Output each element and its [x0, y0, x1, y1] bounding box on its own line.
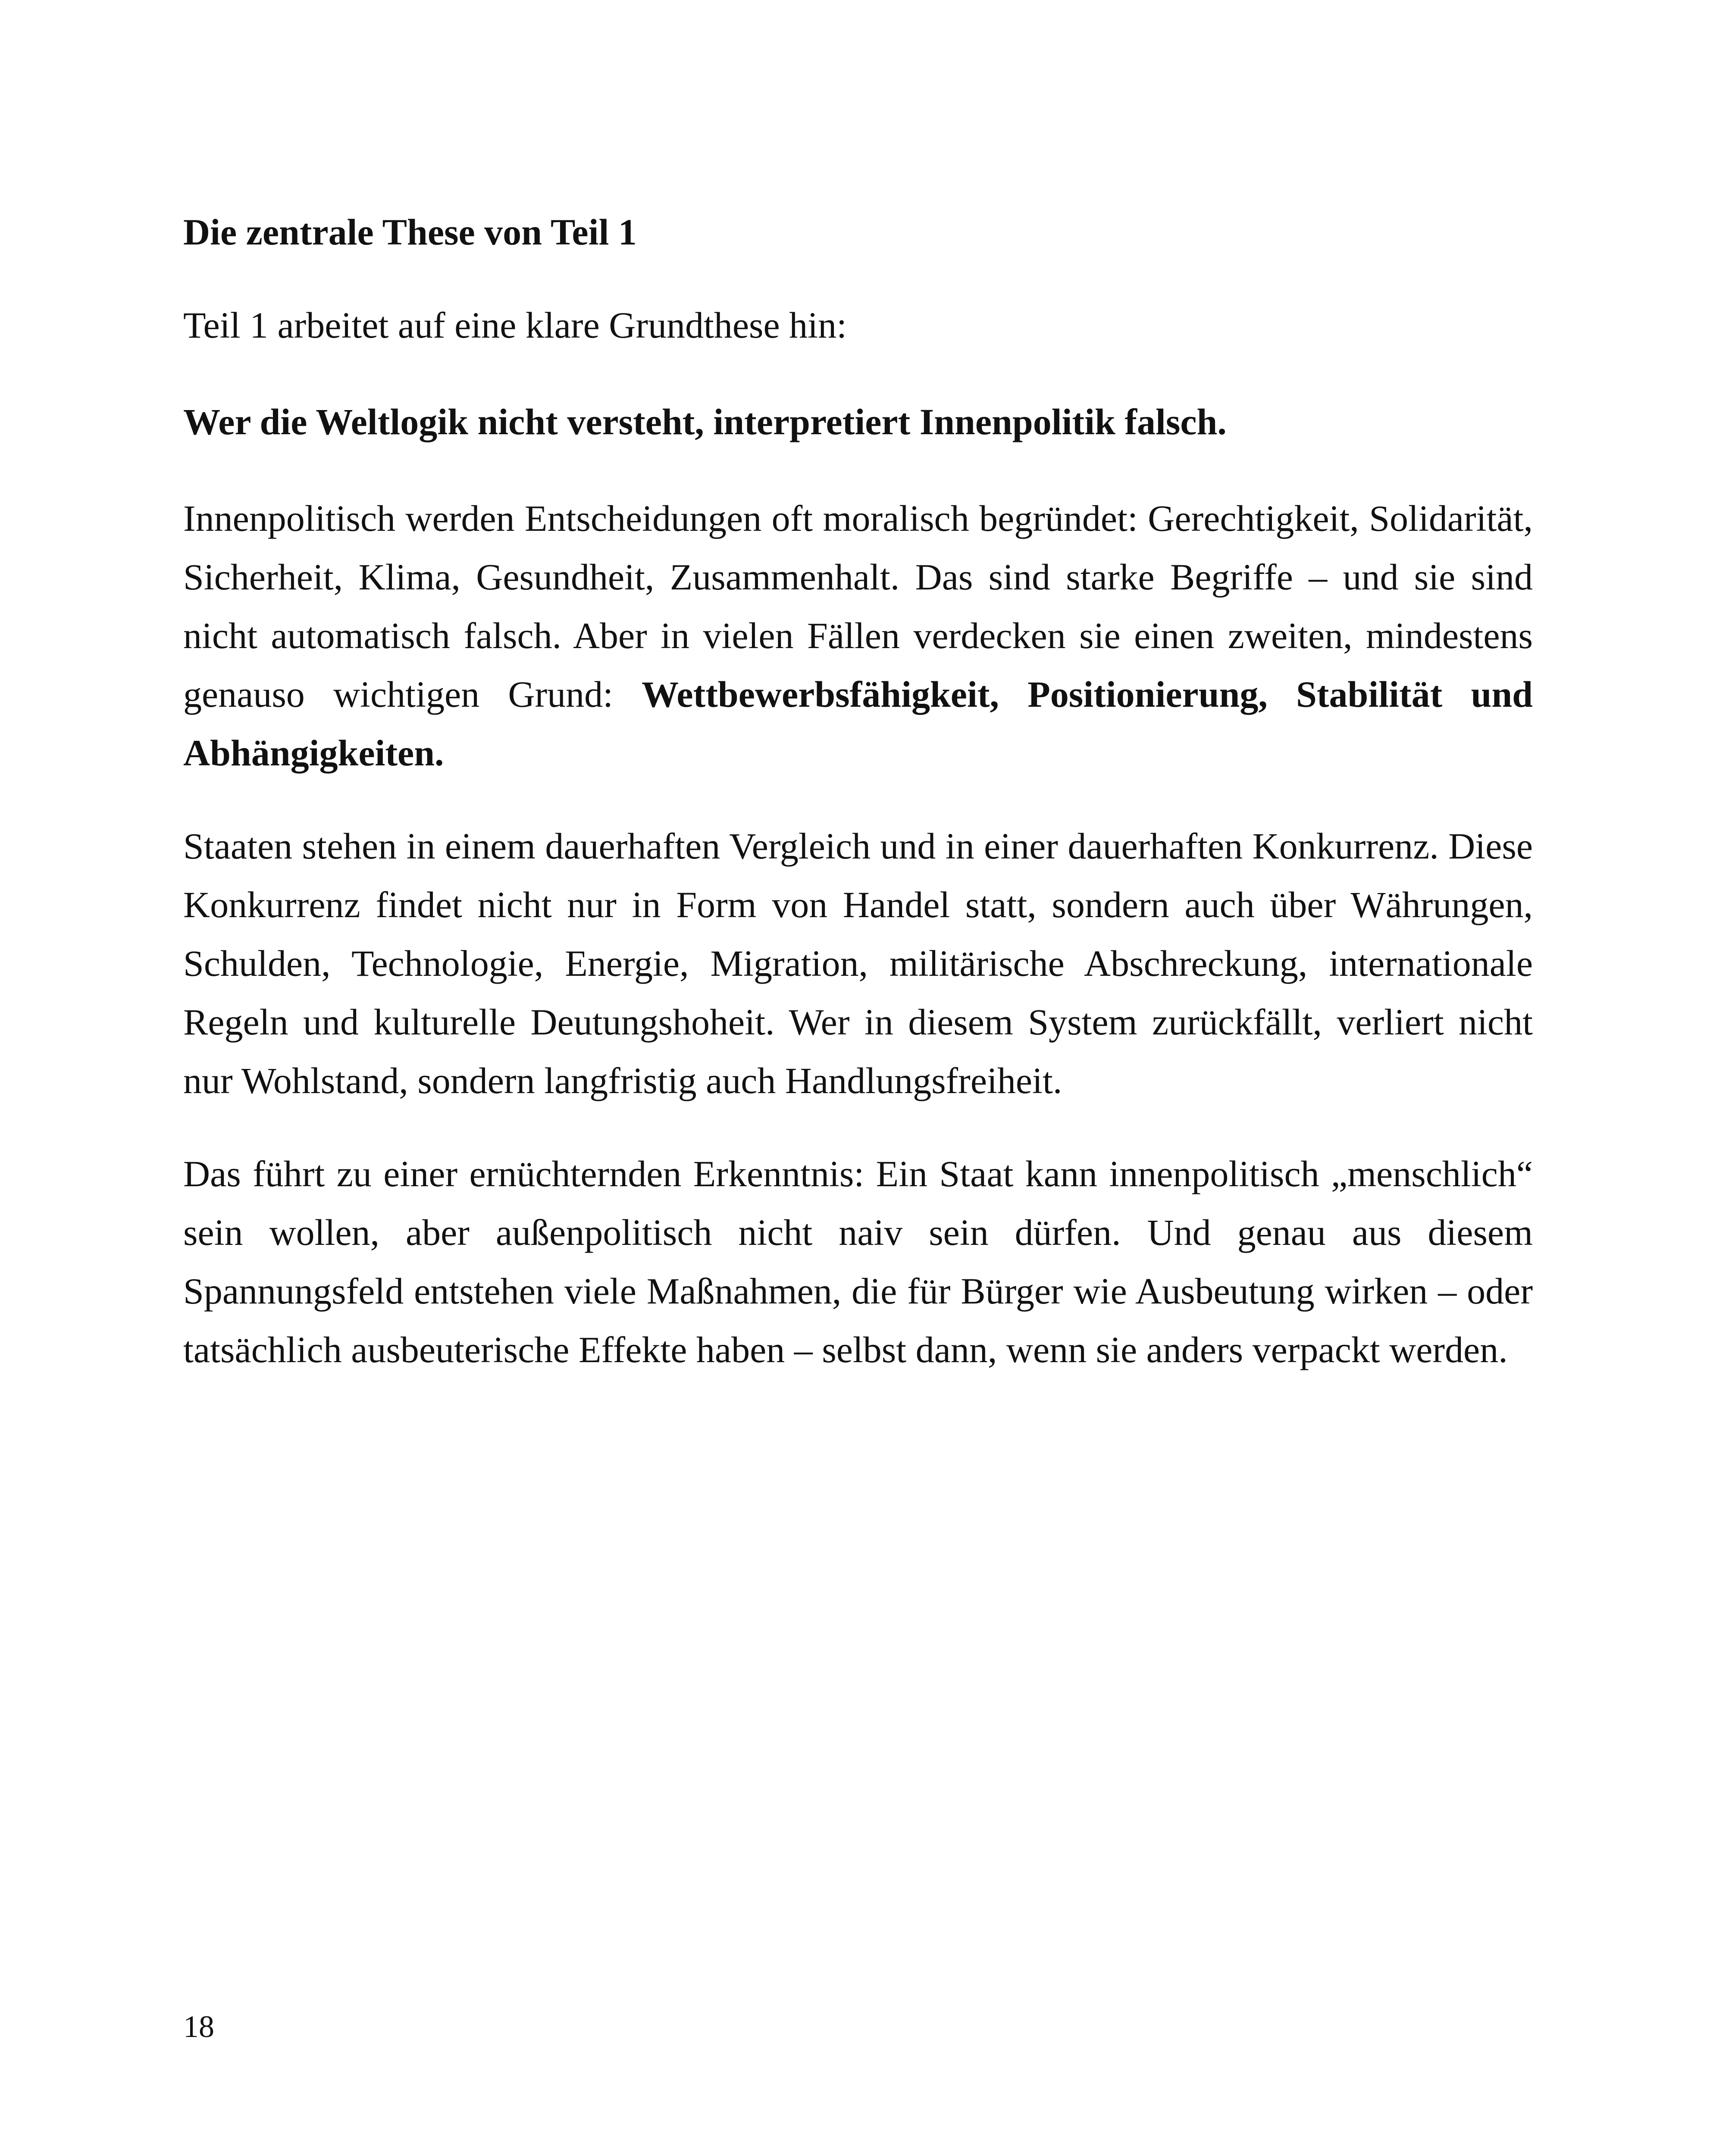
thesis-statement: Wer die Weltlogik nicht versteht, interpretiert Innenpolitik falsch. [183, 401, 1227, 442]
paragraph-1-text: Innenpolitisch werden Entscheidungen oft moralisch begründet: Gerechtigkeit, Solidarität, Sicherheit, Klima, Gesundheit, Zusammenhalt. Das sind starke Begriffe – und sie sind nicht automatisch falsch. Aber in vielen Fällen verdecken sie einen zweiten, mindestens genauso wichtigen Grund: [183, 498, 1533, 715]
paragraph-1-emphasis: Wettbewerbsfähigkeit, Positionierung, Stabilität und Abhängigkeiten. [183, 674, 1533, 774]
section-heading: Die zentrale These von Teil 1 [183, 211, 637, 253]
paragraph-3: Das führt zu einer ernüchternden Erkenntnis: Ein Staat kann innenpolitisch „menschlich“ sein wollen, aber außenpolitisch nicht naiv sein dürfen. Und genau aus diesem Spannungsfeld entstehen viele Maßnahmen, die für Bürger wie Ausbeutung wirken – oder tatsächlich ausbeuterische Effekte haben – selbst dann, wenn sie anders verpackt werden. [183, 1153, 1533, 1370]
intro-sentence: Teil 1 arbeitet auf eine klare Grundthese hin: [183, 304, 847, 346]
paragraph-2: Staaten stehen in einem dauerhaften Vergleich und in einer dauerhaften Konkurrenz. Diese Konkurrenz findet nicht nur in Form von Handel statt, sondern auch über Währungen, Schulden, Technologie, Energie, Migration, militärische Abschreckung, internationale Regeln und kulturelle Deutungshoheit. Wer in diesem System zurückfällt, verliert nicht nur Wohlstand, sondern langfristig auch Handlungsfreiheit. [183, 825, 1533, 1101]
paragraph-1 [183, 489, 1533, 782]
page-content [183, 203, 1533, 1413]
page-number: 18 [183, 2009, 214, 2044]
